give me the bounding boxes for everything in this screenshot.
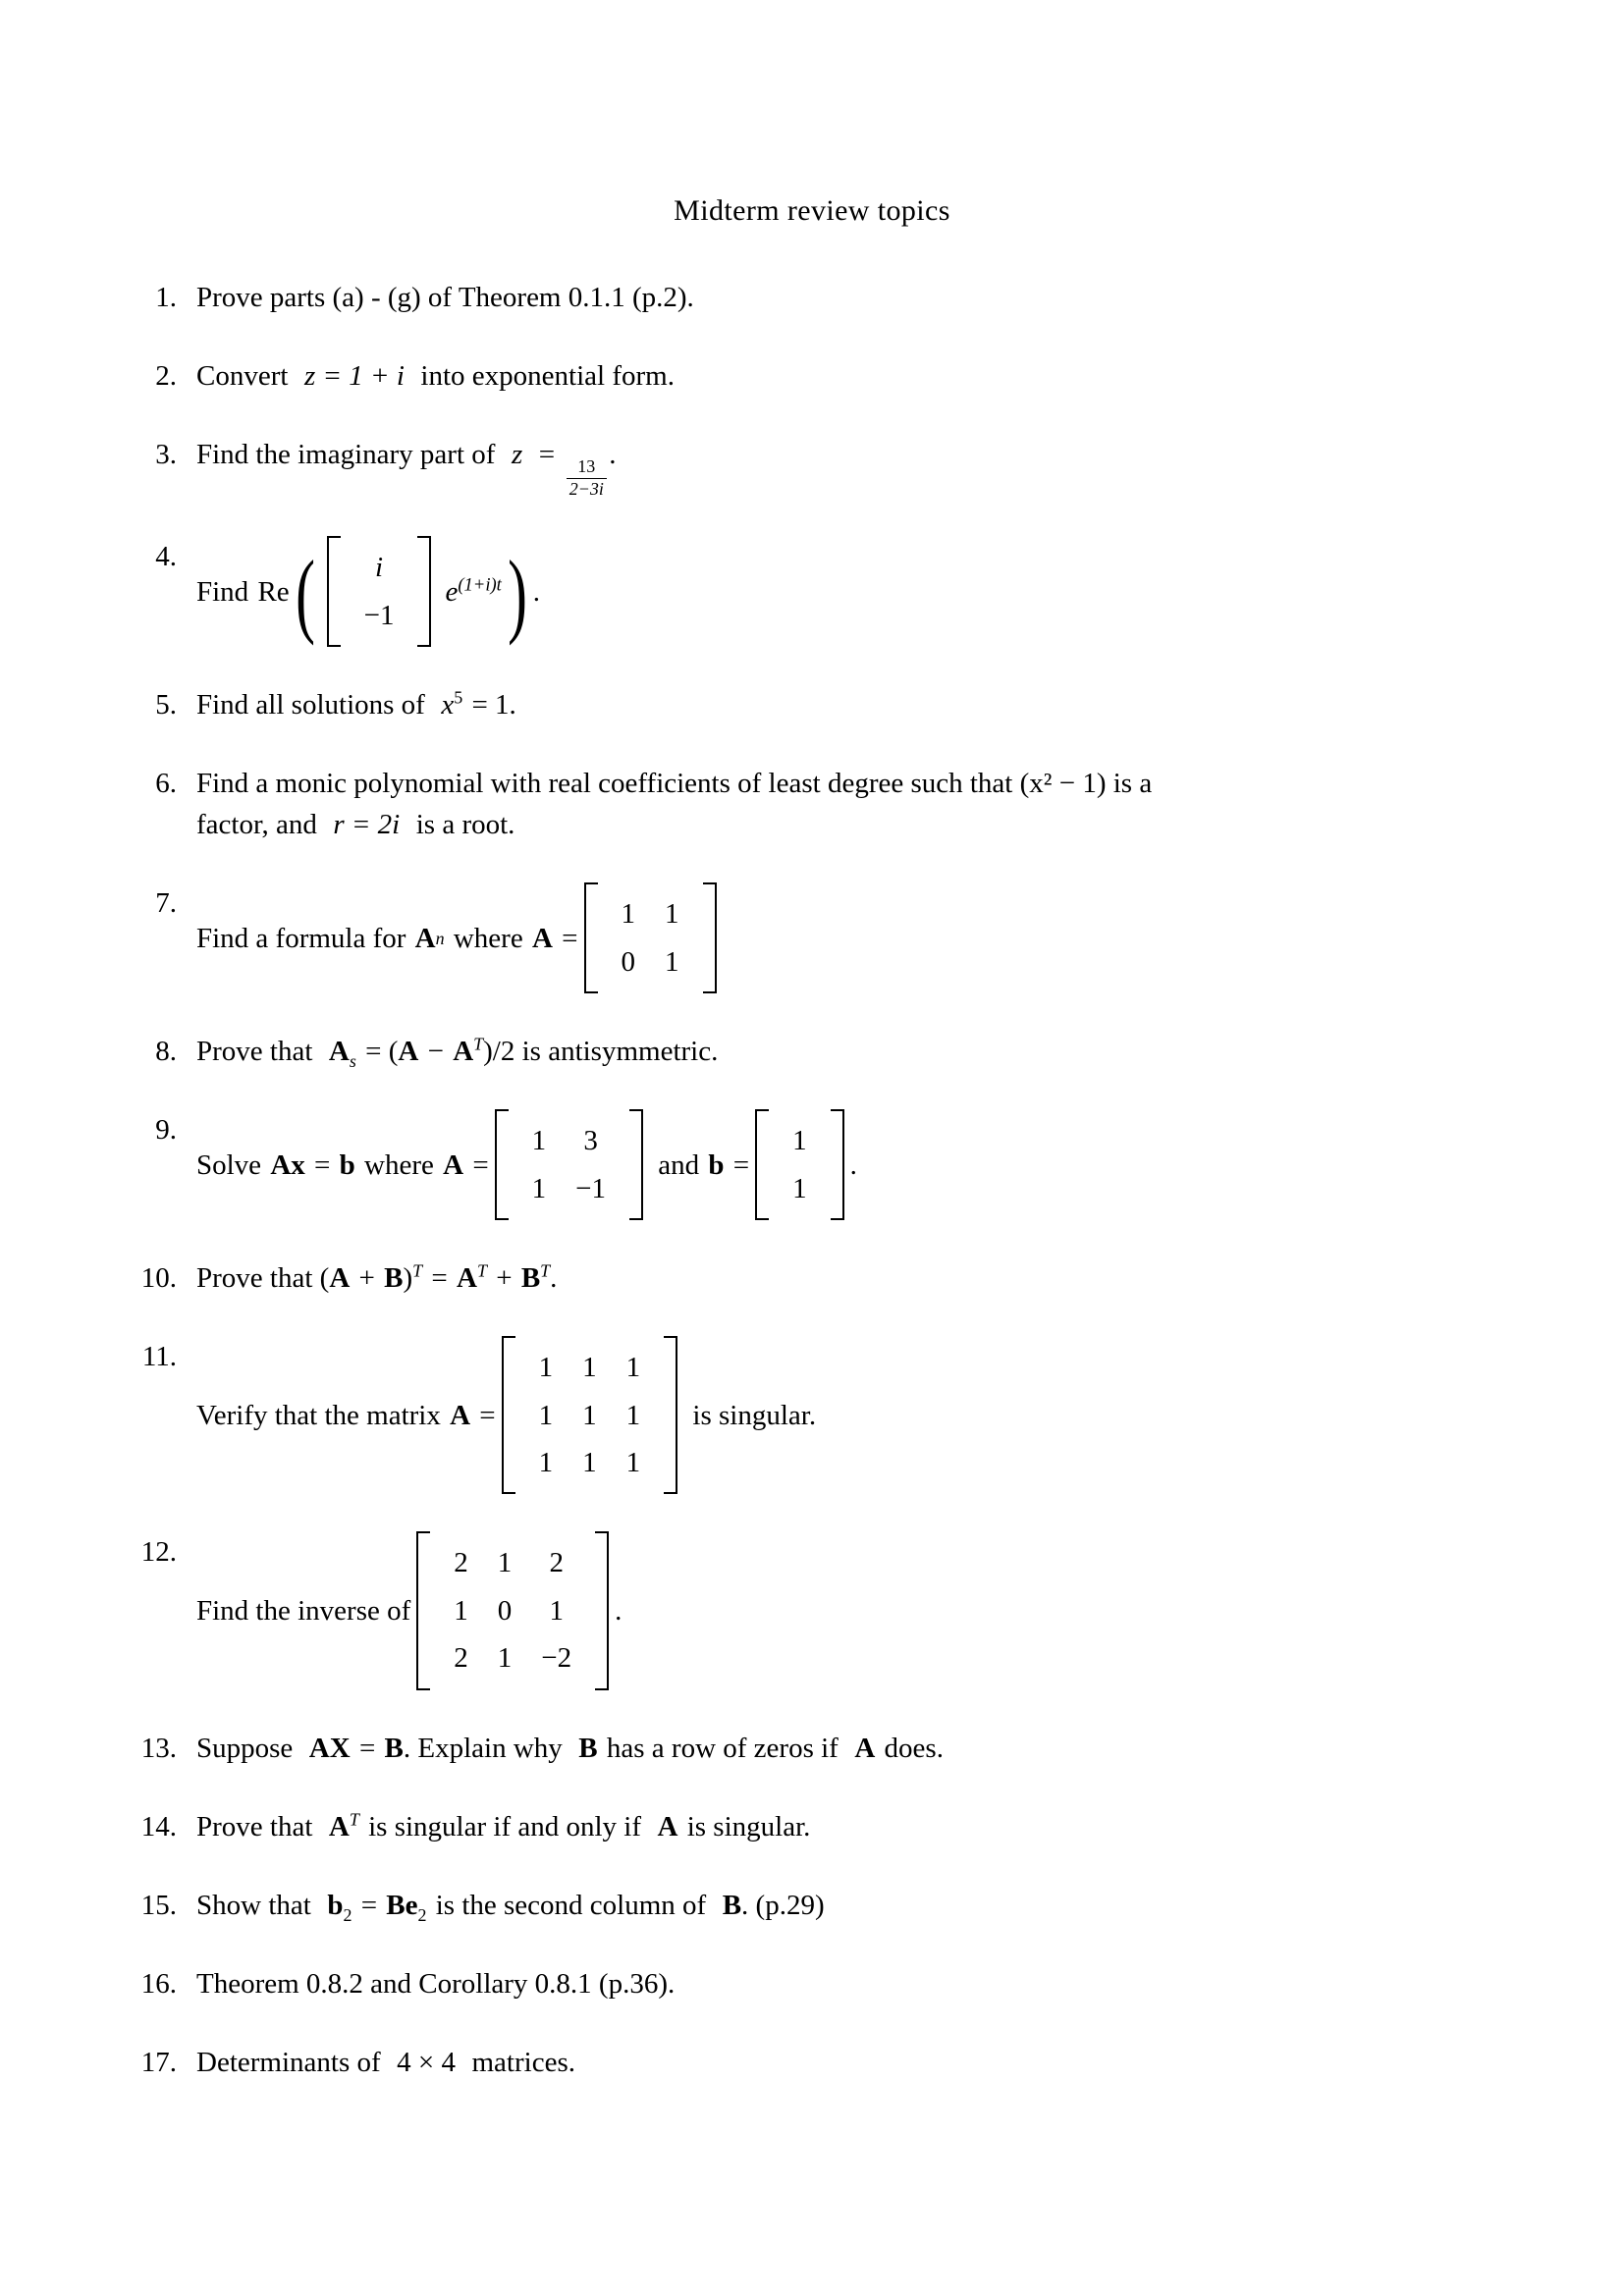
open-paren: (: [295, 541, 315, 647]
bracket-left-icon: [502, 1336, 515, 1494]
item-text: Theorem 0.8.2 and Corollary 0.8.1 (p.36).: [196, 1967, 676, 2000]
equals-sign: =: [431, 1262, 448, 1295]
matrix-cell: 1: [792, 1172, 807, 1204]
fraction-denominator: 2−3i: [567, 478, 608, 500]
matrix-symbol: A: [450, 1399, 471, 1431]
equals-sign: =: [562, 922, 578, 954]
bracket-right-icon: [595, 1531, 609, 1689]
item-lead: Show that: [196, 1889, 311, 1921]
item-mid: . Explain why: [403, 1732, 563, 1764]
matrix-cell: 1: [665, 945, 679, 978]
item-mid: is the second column of: [435, 1889, 707, 1921]
item-number: 3.: [155, 439, 177, 471]
matrix-symbol: A: [457, 1262, 477, 1295]
item-line-2-tail: is a root.: [415, 809, 515, 841]
exponential-power: (1+i)t: [458, 574, 502, 596]
item-number: 17.: [140, 2046, 177, 2078]
matrix-symbol: A: [443, 1148, 464, 1181]
item-number: 10.: [140, 1262, 177, 1295]
matrix-cell: 1: [621, 898, 636, 931]
item-tail: matrices.: [471, 2046, 575, 2078]
matrix-symbol: B: [384, 1262, 404, 1295]
item-text: [196, 536, 1463, 647]
equals-sign: =: [358, 1732, 376, 1764]
column-vector: [327, 536, 432, 647]
item-lead: Convert: [196, 360, 289, 393]
matrix-symbol: A: [531, 922, 553, 954]
close-paren: ): [507, 541, 527, 647]
vector-grid: [769, 1109, 831, 1220]
matrix-symbol: A: [270, 1148, 292, 1181]
item-number: 5.: [155, 689, 177, 721]
matrix-cell: 1: [497, 1547, 513, 1579]
item-text: [196, 1531, 1463, 1689]
item-text: Find a formula for A n where A = 1 1 0 1: [196, 882, 1463, 993]
item-tail: .: [849, 1148, 857, 1181]
item-text: [196, 1109, 1463, 1220]
item-text: [196, 1031, 1463, 1072]
item-tail: )/2 is antisymmetric.: [483, 1036, 719, 1068]
matrix: [416, 1531, 609, 1689]
matrix-cell: 1: [531, 1125, 547, 1157]
item-number: 2.: [155, 360, 177, 393]
item-tail: . (p.29): [741, 1889, 825, 1921]
bracket-right-icon: [703, 882, 717, 993]
bracket-right-icon: [664, 1336, 677, 1494]
item-lead: Determinants of: [196, 2046, 381, 2078]
matrix-symbol: Be: [386, 1889, 418, 1921]
matrix: [584, 882, 717, 993]
list-item: [0, 1031, 1624, 1072]
matrix: [495, 1109, 643, 1220]
item-text: [196, 1885, 1463, 1926]
item-line-2-math: r = 2i: [333, 809, 401, 841]
matrix-cell: 2: [454, 1642, 468, 1675]
item-text: [196, 1806, 1463, 1847]
equals-sign: =: [472, 1148, 489, 1181]
list-item: [0, 684, 1624, 725]
item-mid-2: has a row of zeros if: [606, 1732, 839, 1764]
item-number: 12.: [140, 1536, 177, 1569]
column-vector: [755, 1109, 844, 1220]
matrix-symbol: A: [414, 922, 436, 954]
item-number: 1.: [155, 282, 177, 313]
item-number: 16.: [140, 1967, 177, 2000]
matrix-cell: 1: [582, 1447, 597, 1479]
list-item: [0, 1109, 1624, 1220]
item-mid: is singular if and only if: [368, 1810, 641, 1842]
item-lead: Find the imaginary part of: [196, 439, 496, 471]
item-tail: .: [550, 1262, 558, 1295]
matrix-symbol: A: [328, 1036, 350, 1068]
matrix-cell: 2: [549, 1547, 564, 1579]
exponential-term: [445, 571, 501, 613]
list-item: [0, 434, 1624, 499]
matrix-grid: [509, 1109, 629, 1220]
item-lead: Suppose: [196, 1732, 294, 1764]
equals-sign: =: [479, 1399, 496, 1431]
list-item: [0, 1806, 1624, 1847]
list-item: [0, 1963, 1624, 2004]
matrix-cell: 1: [792, 1125, 807, 1157]
matrix-cell: 1: [538, 1352, 554, 1384]
item-mid: where: [453, 922, 523, 954]
matrix-symbol: A: [328, 1810, 350, 1842]
item-text: [196, 763, 1463, 845]
matrix-symbol: B: [722, 1889, 742, 1921]
list-item: [0, 355, 1624, 397]
exponent: 5: [454, 687, 463, 708]
matrix-symbol: B: [384, 1732, 404, 1764]
item-tail: does.: [884, 1732, 944, 1764]
matrix-symbol: B: [520, 1262, 541, 1295]
item-math: z = 1 + i: [303, 360, 405, 393]
matrix-cell: 1: [625, 1352, 641, 1384]
item-text: [196, 434, 1463, 499]
item-mid: where: [364, 1148, 434, 1181]
equals-sign: =: [360, 1889, 378, 1921]
close-paren: ): [403, 1262, 413, 1295]
math-variable: z: [511, 439, 523, 471]
item-line-2-lead: factor, and: [196, 809, 317, 841]
topics-list: [0, 277, 1624, 2120]
item-lead: Verify that the matrix: [196, 1399, 441, 1431]
list-item: [0, 1257, 1624, 1299]
matrix-symbol: A: [398, 1036, 419, 1068]
matrix-cell: 2: [454, 1547, 468, 1579]
equation-rhs: = 1: [471, 689, 510, 721]
matrix: [502, 1336, 678, 1494]
bracket-left-icon: [327, 536, 341, 647]
plus-sign: +: [496, 1262, 513, 1295]
fraction: [567, 457, 608, 500]
item-lead: Find all solutions of: [196, 689, 425, 721]
list-item: [0, 1728, 1624, 1769]
vector-symbol: b: [327, 1889, 344, 1921]
item-number: 8.: [155, 1036, 177, 1068]
matrix-symbol: AX: [308, 1732, 351, 1764]
item-tail: .: [615, 1595, 623, 1628]
matrix-grid: [430, 1531, 595, 1689]
item-number: 9.: [155, 1114, 177, 1147]
list-item: [0, 1336, 1624, 1494]
list-item: [0, 2042, 1624, 2083]
matrix-cell: 1: [538, 1447, 554, 1479]
item-tail: is singular.: [686, 1810, 811, 1842]
item-tail: into exponential form.: [420, 360, 675, 393]
item-number: 7.: [155, 887, 177, 920]
matrix-symbol: A: [657, 1810, 678, 1842]
matrix-grid: [515, 1336, 665, 1494]
item-number: 14.: [140, 1810, 177, 1842]
matrix-symbol: B: [578, 1732, 598, 1764]
item-lead: Prove that: [196, 1036, 313, 1068]
item-text: [196, 1336, 1463, 1494]
item-text: Prove parts (a) - (g) of Theorem 0.1.1 (p.2).: [196, 282, 694, 313]
matrix-cell: 1: [538, 1399, 554, 1431]
item-mid-2: and: [658, 1148, 700, 1181]
item-lead: Find a formula for: [196, 922, 406, 954]
item-tail: .: [509, 689, 516, 721]
matrix-cell: −1: [575, 1172, 607, 1204]
matrix-cell: −2: [541, 1642, 572, 1675]
bracket-left-icon: [495, 1109, 509, 1220]
matrix-cell: −1: [363, 599, 395, 631]
item-tail: .: [609, 439, 617, 471]
matrix-subscript: s: [349, 1050, 356, 1071]
item-lead: Prove that: [196, 1810, 313, 1842]
equals-sign: =: [314, 1148, 331, 1181]
vector-symbol: x: [291, 1148, 305, 1181]
bracket-left-icon: [584, 882, 598, 993]
item-number: 13.: [140, 1732, 177, 1764]
matrix-cell: 1: [497, 1642, 513, 1675]
item-tail: .: [532, 575, 541, 608]
item-number: 11.: [141, 1341, 177, 1373]
matrix-cell: 1: [582, 1352, 597, 1384]
matrix-cell: 1: [549, 1594, 564, 1627]
item-number: 4.: [155, 541, 177, 573]
vector-symbol: b: [339, 1148, 355, 1181]
vector-subscript: 2: [343, 1904, 352, 1925]
matrix-cell: 1: [665, 898, 679, 931]
math-variable: x: [441, 689, 455, 721]
list-item: [0, 1531, 1624, 1689]
item-line-2: [196, 804, 1463, 845]
matrix-cell: 1: [454, 1594, 468, 1627]
list-item: [0, 882, 1624, 993]
vector-grid: [341, 536, 418, 647]
fraction-numerator: 13: [577, 455, 596, 476]
transpose-exponent: T: [412, 1260, 423, 1281]
list-item: [0, 277, 1624, 318]
list-item: [0, 763, 1624, 845]
vector-subscript: 2: [417, 1904, 427, 1925]
minus-sign: −: [427, 1036, 444, 1068]
transpose-exponent: T: [476, 1260, 487, 1281]
item-lead: Find: [196, 575, 249, 608]
vector-symbol: b: [708, 1148, 725, 1181]
item-lead: Solve: [196, 1148, 262, 1181]
plus-sign: +: [358, 1262, 375, 1295]
matrix-symbol: A: [453, 1036, 474, 1068]
equals-sign: =: [732, 1148, 750, 1181]
equals-sign: =: [538, 439, 556, 471]
matrix-cell: i: [375, 552, 384, 584]
item-tail: is singular.: [692, 1399, 817, 1431]
matrix-cell: 1: [531, 1172, 547, 1204]
matrix-cell: 1: [582, 1399, 597, 1431]
item-lead: Find the inverse of: [196, 1595, 411, 1628]
transpose-exponent: T: [473, 1034, 484, 1054]
matrix-symbol: A: [329, 1262, 351, 1295]
item-text: [196, 355, 1463, 397]
matrix-grid: [598, 882, 703, 993]
bracket-right-icon: [831, 1109, 844, 1220]
matrix-cell: 0: [497, 1594, 513, 1627]
item-line-1: Find a monic polynomial with real coefficients of least degree such that (x² − 1) is a: [196, 768, 1153, 800]
matrix-cell: 3: [583, 1125, 598, 1157]
bracket-right-icon: [629, 1109, 643, 1220]
list-item: [0, 1885, 1624, 1926]
item-number: 6.: [155, 768, 177, 800]
page-title: Midterm review topics: [674, 194, 950, 227]
matrix-cell: 0: [621, 945, 636, 978]
item-text: [196, 1728, 1463, 1769]
dimension: 4 × 4: [397, 2046, 456, 2078]
bracket-left-icon: [755, 1109, 769, 1220]
exponential-base: e: [445, 575, 459, 608]
transpose-exponent: T: [349, 1809, 359, 1830]
item-text: [196, 684, 1463, 725]
equation-open: = (: [365, 1036, 399, 1068]
transpose-exponent: T: [540, 1260, 551, 1281]
item-number: 15.: [140, 1889, 177, 1921]
item-lead: Prove that (: [196, 1262, 330, 1295]
matrix-symbol: A: [854, 1732, 876, 1764]
bracket-right-icon: [417, 536, 431, 647]
list-item: [0, 536, 1624, 647]
matrix-cell: 1: [625, 1399, 641, 1431]
matrix-cell: 1: [625, 1447, 641, 1479]
bracket-left-icon: [416, 1531, 430, 1689]
item-text: [196, 2042, 1463, 2083]
item-text: [196, 1257, 1463, 1299]
real-part-operator: Re: [257, 575, 290, 608]
